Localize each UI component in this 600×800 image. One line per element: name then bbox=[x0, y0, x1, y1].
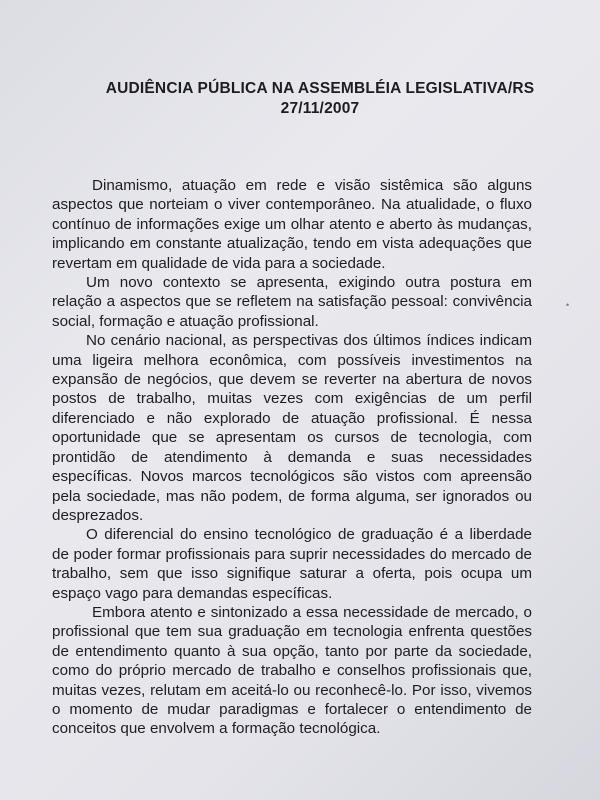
document-date: 27/11/2007 bbox=[280, 100, 360, 117]
paragraph-1: Dinamismo, atuação em rede e visão sistêmica são alguns aspectos que norteiam o viver contemporâneo. Na atualidade, o fluxo contínuo de informações exige um olhar atento e aberto às mudanças, implicando em constante atualização, tendo em vista adequações que revertam em qualidade de vida para a sociedade. bbox=[52, 177, 532, 272]
document-body bbox=[52, 176, 532, 739]
paragraph-4: O diferencial do ensino tecnológico de graduação é a liberdade de poder formar profissionais para suprir necessidades do mercado de trabalho, sem que isso signifique saturar a oferta, pois ocupa um espaço vago para demandas específicas. bbox=[52, 526, 532, 602]
paragraph-5: Embora atento e sintonizado a essa necessidade de mercado, o profissional que tem sua graduação em tecnologia enfrenta questões de entendimento quanto à sua opção, tanto por parte da sociedade, como do próprio mercado de trabalho e conselhos profissionais que, muitas vezes, relutam em aceitá-lo ou reconhecê-lo. Por isso, vivemos o momento de mudar paradigmas e fortalecer o entendimento de conceitos que envolvem a formação tecnológica. bbox=[52, 603, 532, 738]
paragraph-3: No cenário nacional, as perspectivas dos últimos índices indicam uma ligeira melhora econômica, com possíveis investimentos na expansão de negócios, que devem se reverter na abertura de novos postos de trabalho, muitas vezes com exigências de um perfil diferenciado e não explorado de atuação profissional. É nessa oportunidade que se apresentam os cursos de tecnologia, com prontidão de atendimento à demanda e suas necessidades específicas. Novos marcos tecnológicos são vistos com apreensão pela sociedade, mas não podem, de forma alguma, ser ignorados ou desprezados. bbox=[52, 332, 532, 524]
document-title: AUDIÊNCIA PÚBLICA NA ASSEMBLÉIA LEGISLATIVA/RS bbox=[105, 80, 535, 97]
paragraph-2: Um novo contexto se apresenta, exigindo outra postura em relação a aspectos que se refletem na satisfação pessoal: convivência social, formação e atuação profissional. bbox=[52, 274, 532, 330]
paper-speck: • bbox=[566, 300, 570, 310]
